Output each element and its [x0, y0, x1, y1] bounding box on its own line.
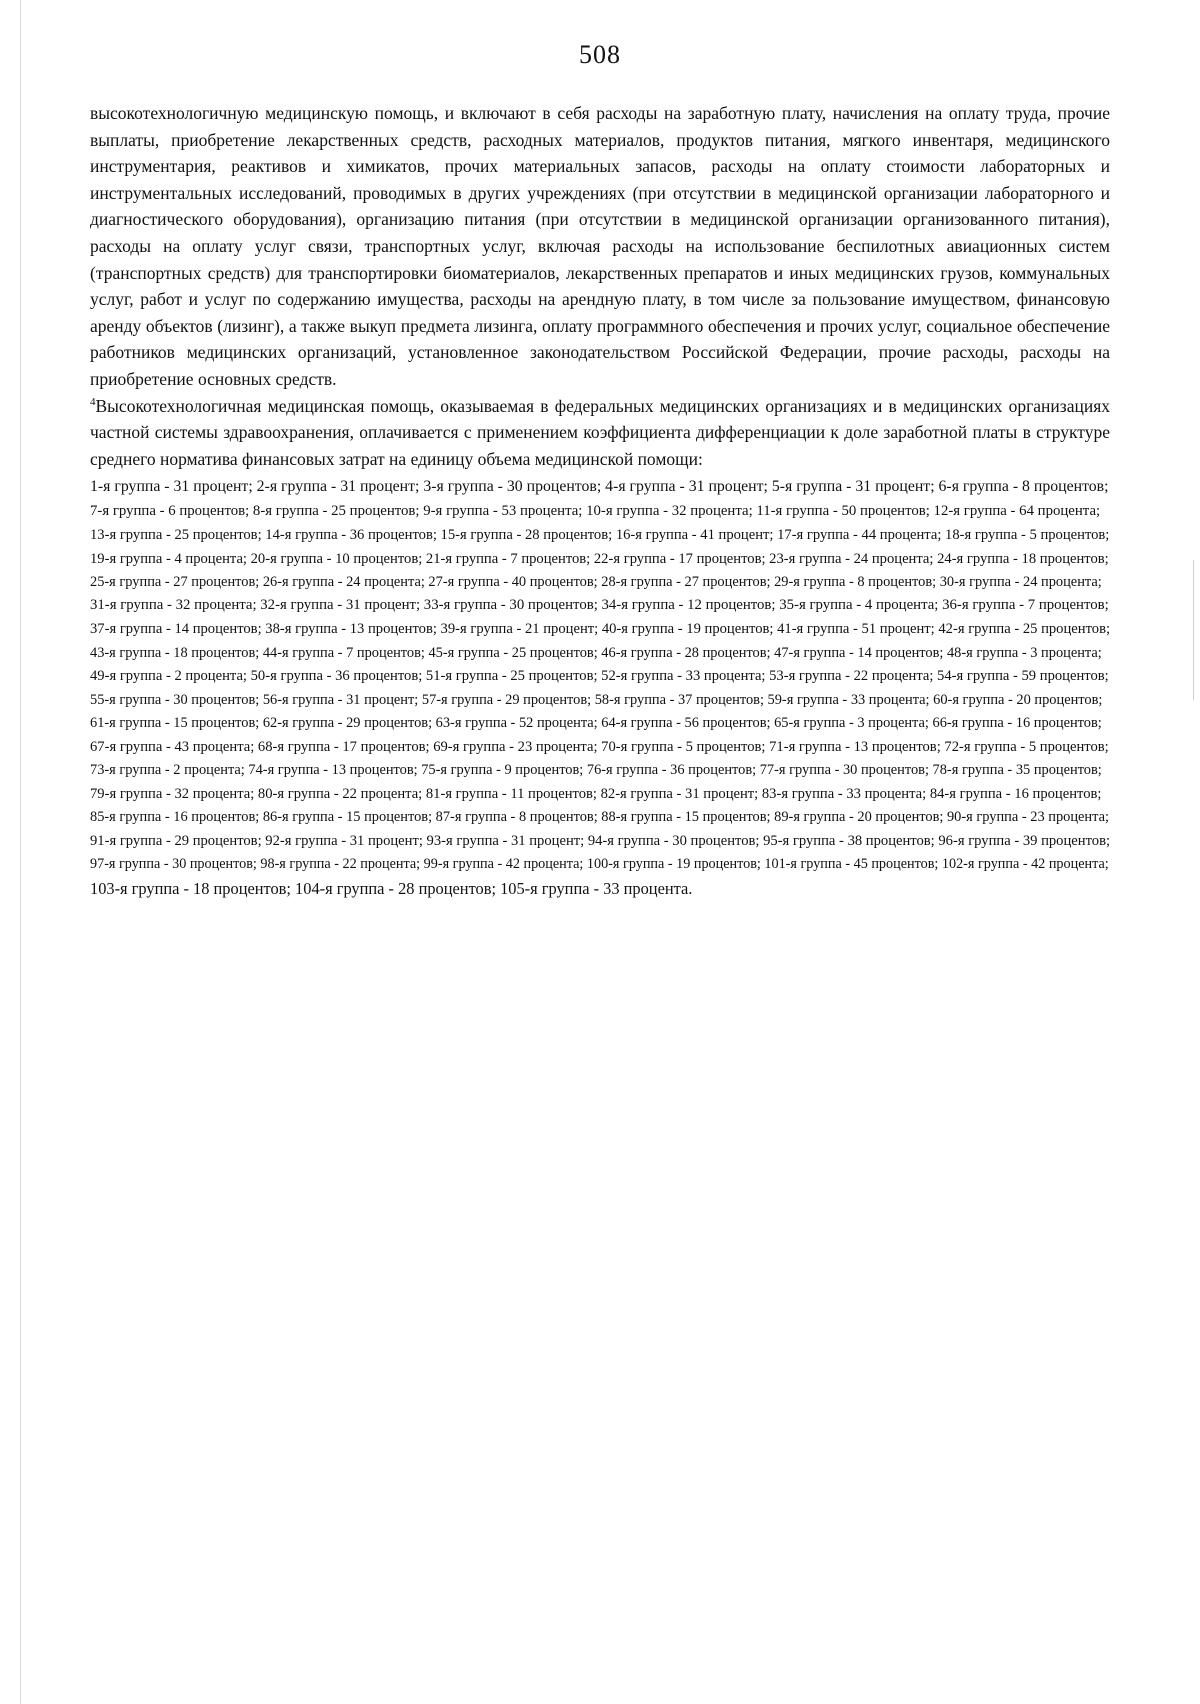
- list-item: 37-я группа - 14 процентов; 38-я группа - 13 процентов; 39-я группа - 21 процент; 40-я группа - 19 процентов; 41-я группа - 51 процент; 42-я группа - 25 процентов;: [90, 621, 1110, 638]
- list-item: 25-я группа - 27 процентов; 26-я группа - 24 процента; 27-я группа - 40 процентов; 28-я группа - 27 процентов; 29-я группа - 8 процентов; 30-я группа - 24 процента;: [90, 574, 1102, 591]
- scan-mark: [1193, 560, 1194, 700]
- list-item: 43-я группа - 18 процентов; 44-я группа - 7 процентов; 45-я группа - 25 процентов; 46-я группа - 28 процентов; 47-я группа - 14 процентов; 48-я группа - 3 процента;: [90, 645, 1102, 662]
- list-item: 91-я группа - 29 процентов; 92-я группа - 31 процент; 93-я группа - 31 процент; 94-я группа - 30 процентов; 95-я группа - 38 процентов; 96-я группа - 39 процентов;: [90, 832, 1110, 849]
- list-item: 79-я группа - 32 процента; 80-я группа - 22 процента; 81-я группа - 11 процентов; 82-я группа - 31 процент; 83-я группа - 33 процента; 84-я группа - 16 процентов;: [90, 785, 1102, 802]
- paragraph-expense-structure: высокотехнологичную медицинскую помощь, и включают в себя расходы на заработную плату, начисления на оплату труда, прочие выплаты, приобретение лекарственных средств, расходных материалов, продуктов питания, мягкого инвентаря, медицинского инструментария, реактивов и химикатов, прочих материальных запасов, расходы на оплату стоимости лабораторных и инструментальных исследований, проводимых в других учреждениях (при отсутствии в медицинской организации лабораторного и диагностического оборудования), организацию питания (при отсутствии в медицинской организации организованного питания), расходы на оплату услуг связи, транспортных услуг, включая расходы на использование беспилотных авиационных систем (транспортных средств) для транспортировки биоматериалов, лекарственных препаратов и иных медицинских грузов, коммунальных услуг, работ и услуг по содержанию имущества, расходы на арендную плату, в том числе за пользование имуществом, финансовую аренду объектов (лизинг), а также выкуп предмета лизинга, оплату программного обеспечения и прочих услуг, социальное обеспечение работников медицинских организаций, установленное законодательством Российской Федерации, прочие расходы, расходы на приобретение основных средств.: [90, 103, 1110, 389]
- list-item: 73-я группа - 2 процента; 74-я группа - 13 процентов; 75-я группа - 9 процентов; 76-я группа - 36 процентов; 77-я группа - 30 процентов; 78-я группа - 35 процентов;: [90, 762, 1102, 779]
- list-item: 19-я группа - 4 процента; 20-я группа - 10 процентов; 21-я группа - 7 процентов; 22-я группа - 17 процентов; 23-я группа - 24 процента; 24-я группа - 18 процентов;: [90, 550, 1109, 567]
- paragraph-high-tech-care-text: Высокотехнологичная медицинская помощь, оказываемая в федеральных медицинских организациях и в медицинских организациях частной системы здравоохранения, оплачивается с применением коэффициента дифференциации к доле заработной платы в структуре среднего норматива финансовых затрат на единицу объема медицинской помощи:: [90, 395, 1110, 469]
- page-body: [90, 100, 1110, 1660]
- list-item: 55-я группа - 30 процентов; 56-я группа - 31 процент; 57-я группа - 29 процентов; 58-я группа - 37 процентов; 59-я группа - 33 процента; 60-я группа - 20 процентов;: [90, 692, 1103, 709]
- list-item: 1-я группа - 31 процент; 2-я группа - 31 процент; 3-я группа - 30 процентов; 4-я группа - 31 процент; 5-я группа - 31 процент; 6-я группа - 8 процентов;: [90, 478, 1109, 496]
- list-item: 67-я группа - 43 процента; 68-я группа - 17 процентов; 69-я группа - 23 процента; 70-я группа - 5 процентов; 71-я группа - 13 процентов; 72-я группа - 5 процентов;: [90, 738, 1109, 755]
- list-item: 31-я группа - 32 процента; 32-я группа - 31 процент; 33-я группа - 30 процентов; 34-я группа - 12 процентов; 35-я группа - 4 процента; 36-я группа - 7 процентов;: [90, 597, 1109, 614]
- list-item: 97-я группа - 30 процентов; 98-я группа - 22 процента; 99-я группа - 42 процента; 100-я группа - 19 процентов; 101-я группа - 45 процентов; 102-я группа - 42 процента;: [90, 856, 1109, 873]
- scan-edge: [0, 0, 21, 1704]
- list-item: 7-я группа - 6 процентов; 8-я группа - 25 процентов; 9-я группа - 53 процента; 10-я группа - 32 процента; 11-я группа - 50 процентов; 12-я группа - 64 процента;: [90, 502, 1101, 519]
- list-item: 61-я группа - 15 процентов; 62-я группа - 29 процентов; 63-я группа - 52 процента; 64-я группа - 56 процентов; 65-я группа - 3 процента; 66-я группа - 16 процентов;: [90, 715, 1102, 732]
- list-item: 103-я группа - 18 процентов; 104-я группа - 28 процентов; 105-я группа - 33 процента.: [90, 879, 693, 899]
- list-item: 49-я группа - 2 процента; 50-я группа - 36 процентов; 51-я группа - 25 процентов; 52-я группа - 33 процента; 53-я группа - 22 процента; 54-я группа - 59 процентов;: [90, 668, 1109, 685]
- group-coefficients-list: [90, 474, 1110, 903]
- list-item: 85-я группа - 16 процентов; 86-я группа - 15 процентов; 87-я группа - 8 процентов; 88-я группа - 15 процентов; 89-я группа - 20 процентов; 90-я группа - 23 процента;: [90, 809, 1109, 826]
- page-number: 508: [579, 40, 621, 69]
- list-item: 13-я группа - 25 процентов; 14-я группа - 36 процентов; 15-я группа - 28 процентов; 16-я группа - 41 процент; 17-я группа - 44 процента; 18-я группа - 5 процентов;: [90, 526, 1110, 543]
- footnote-marker: 4: [90, 395, 96, 408]
- paragraph-high-tech-care: [90, 393, 1110, 473]
